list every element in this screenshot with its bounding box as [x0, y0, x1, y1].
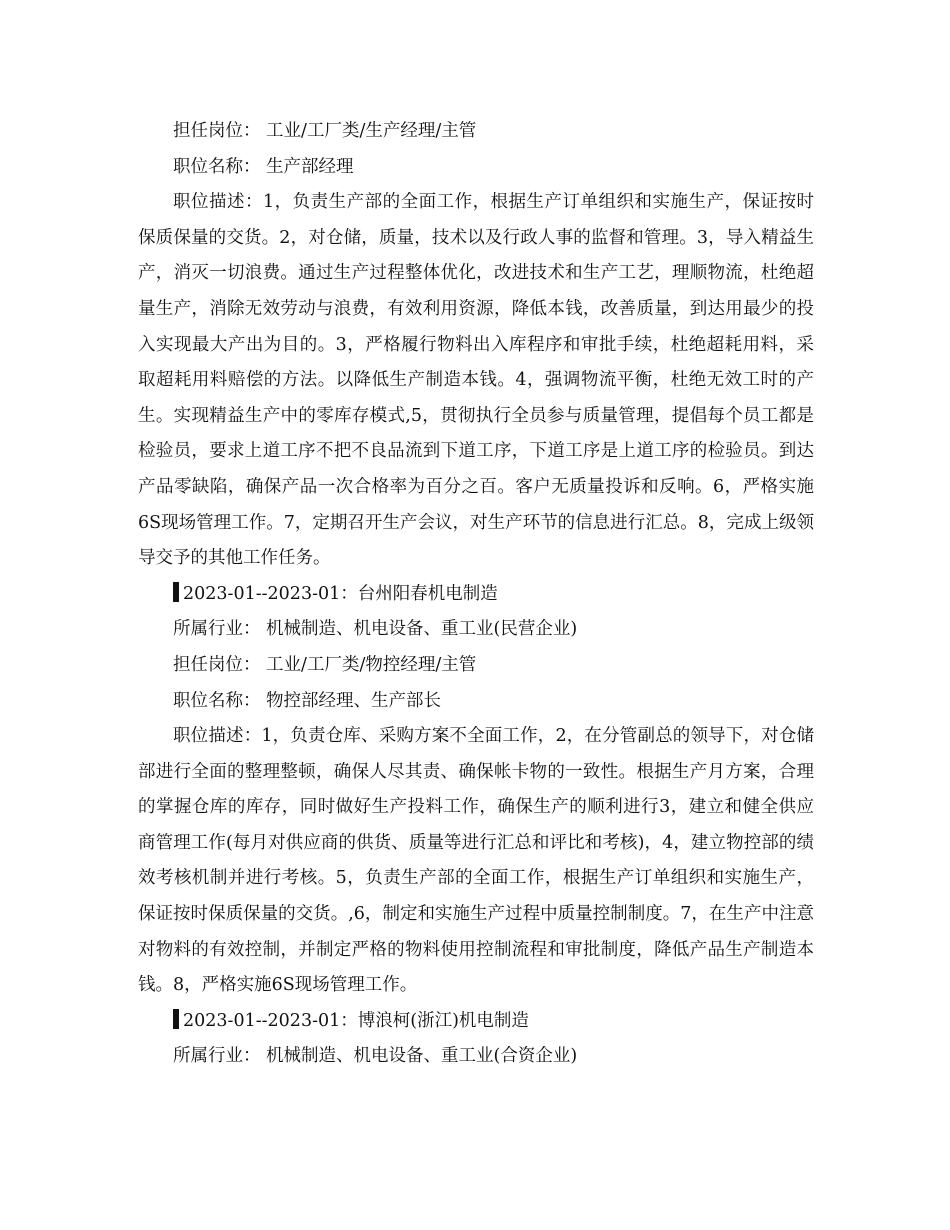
employment-heading: [138, 577, 814, 613]
resume-content: [138, 114, 814, 1075]
industry-line: 所属行业： 机械制造、机电设备、重工业(合资企业): [173, 1046, 578, 1067]
job-description: 职位描述：1，负责仓库、采购方案不全面工作，2，在分管副总的领导下，对仓储部进行全面的整理整顿，确保人尽其责、确保帐卡物的一致性。根据生产月方案，合理的掌握仓库的库存，同时做好生产投料工作，确保生产的顺利进行3，建立和健全供应商管理工作(每月对供应商的供货、质量等进行汇总和评比和考核)，4，建立物控部的绩效考核机制并进行考核。5，负责生产部的全面工作，根据生产订单组织和实施生产，保证按时保质保量的交货。,6，制定和实施生产过程中质量控制制度。7，在生产中注意对物料的有效控制，并制定严格的物料使用控制流程和审批制度，降低产品生产制造本钱。8，严格实施6S现场管理工作。: [138, 726, 814, 996]
job-title-line: 职位名称： 物控部经理、生产部长: [173, 690, 442, 711]
employment-heading-text: 2023-01--2023-01：博浪柯(浙江)机电制造: [183, 1010, 529, 1031]
section-marker-icon: [173, 582, 179, 602]
employment-heading-text: 2023-01--2023-01：台州阳春机电制造: [183, 583, 498, 604]
position-line: 担任岗位： 工业/工厂类/物控经理/主管: [173, 654, 477, 675]
job-description: 职位描述：1，负责生产部的全面工作，根据生产订单组织和实施生产，保证按时保质保量的交货。2，对仓储，质量，技术以及行政人事的监督和管理。3，导入精益生产，消灭一切浪费。通过生产过程整体优化，改进技术和生产工艺，理顺物流，杜绝超量生产，消除无效劳动与浪费，有效利用资源，降低本钱，改善质量，到达用最少的投入实现最大产出为目的。3，严格履行物料出入库程序和审批手续，杜绝超耗用料，采取超耗用料赔偿的方法。以降低生产制造本钱。4，强调物流平衡，杜绝无效工时的产生。实现精益生产中的零库存模式,5，贯彻执行全员参与质量管理，提倡每个员工都是检验员，要求上道工序不把不良品流到下道工序，下道工序是上道工序的检验员。到达产品零缺陷，确保产品一次合格率为百分之百。客户无质量投诉和反响。6，严格实施6S现场管理工作。7，定期召开生产会议，对生产环节的信息进行汇总。8，完成上级领导交予的其他工作任务。: [138, 192, 814, 569]
position-line: 担任岗位： 工业/工厂类/生产经理/主管: [173, 121, 477, 141]
section-marker-icon: [173, 1009, 179, 1029]
industry-line: 所属行业： 机械制造、机电设备、重工业(民营企业): [173, 619, 578, 640]
employment-heading: [138, 1004, 814, 1040]
job-title-line: 职位名称： 生产部经理: [173, 156, 354, 177]
